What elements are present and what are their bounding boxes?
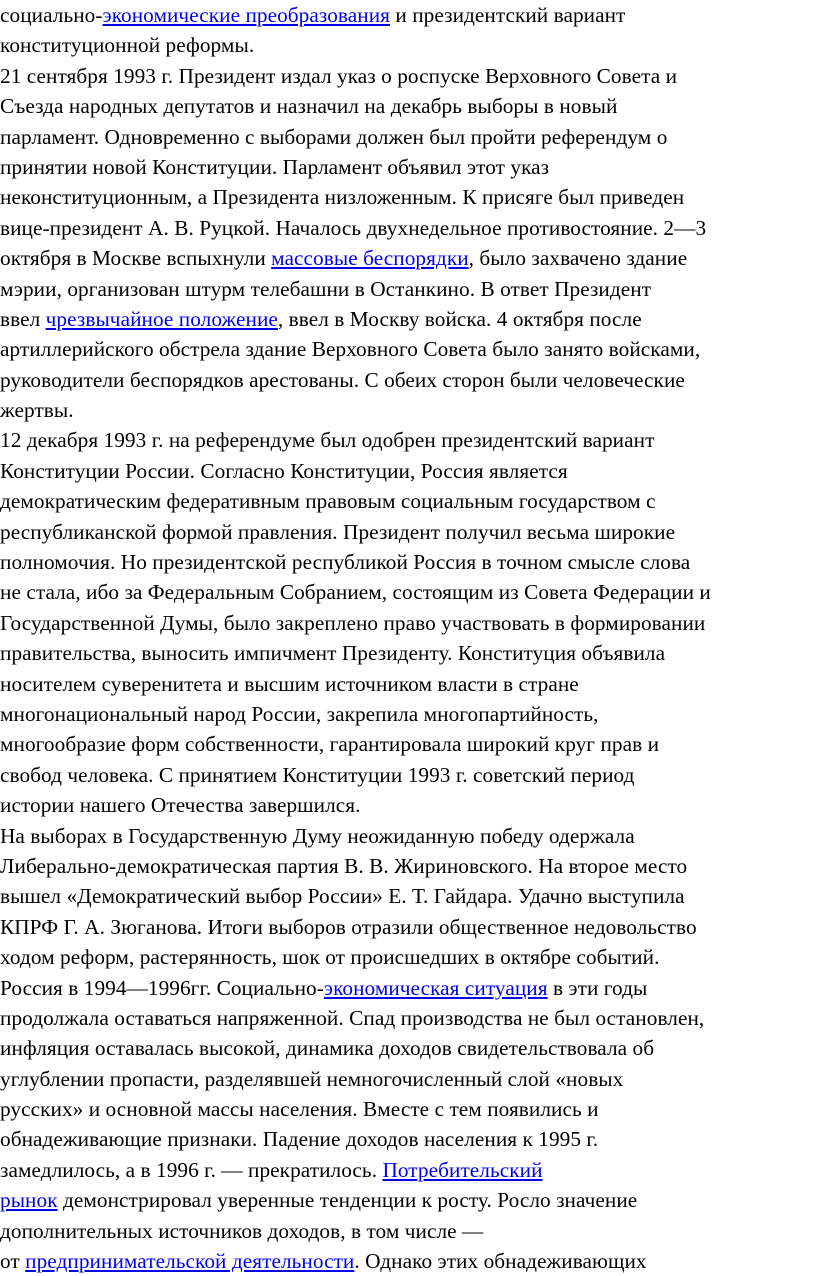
text-segment: конституционной реформы. bbox=[0, 33, 255, 58]
text-line bbox=[0, 760, 812, 790]
text-line bbox=[0, 577, 812, 607]
text-line bbox=[0, 1216, 812, 1246]
text-line bbox=[0, 1064, 812, 1094]
text-line bbox=[0, 669, 812, 699]
text-line bbox=[0, 881, 812, 911]
text-segment: октября в Москве вспыхнули bbox=[0, 246, 272, 271]
text-segment: жертвы. bbox=[0, 398, 74, 423]
text-segment: и президентский вариант bbox=[390, 3, 626, 27]
text-line bbox=[0, 912, 812, 942]
text-segment: , ввел в Москву войска. 4 октября после bbox=[277, 306, 642, 331]
text-segment: парламент. Одновременно с выборами должен был пройти референдум о bbox=[0, 124, 668, 149]
text-segment: не стала, ибо за Федеральным Собранием, состоящим из Совета Федерации и bbox=[0, 580, 711, 605]
text-line bbox=[0, 517, 812, 547]
text-segment: КПРФ Г. А. Зюганова. Итоги выборов отразили общественное недовольство bbox=[0, 914, 697, 939]
text-line bbox=[0, 486, 812, 516]
text-line bbox=[0, 304, 812, 334]
text-line bbox=[0, 1246, 812, 1276]
text-segment: принятии новой Конституции. Парламент объявил этот указ bbox=[0, 154, 550, 179]
text-line bbox=[0, 821, 812, 851]
text-line bbox=[0, 638, 812, 668]
text-segment: демонстрировал уверенные тенденции к росту. Росло значение bbox=[57, 1188, 638, 1213]
text-segment: вице-президент А. В. Руцкой. Началось двухнедельное противостояние. 2—3 bbox=[0, 215, 707, 240]
text-line bbox=[0, 456, 812, 486]
text-line bbox=[0, 1155, 812, 1185]
text-line bbox=[0, 365, 812, 395]
text-line bbox=[0, 61, 812, 91]
text-segment: от bbox=[0, 1249, 26, 1274]
text-line bbox=[0, 608, 812, 638]
text-segment: истории нашего Отечества завершился. bbox=[0, 793, 361, 818]
text-line bbox=[0, 1124, 812, 1154]
text-segment: замедлилось, а в 1996 г. — прекратилось. bbox=[0, 1157, 383, 1182]
text-line bbox=[0, 790, 812, 820]
text-segment: носителем суверенитета и высшим источником власти в стране bbox=[0, 671, 579, 696]
text-line bbox=[0, 729, 812, 759]
hyperlink[interactable]: Потребительский bbox=[382, 1157, 543, 1182]
text-line bbox=[0, 1185, 812, 1215]
text-segment: мэрии, организован штурм телебашни в Останкино. В ответ Президент bbox=[0, 276, 652, 301]
text-line bbox=[0, 1003, 812, 1033]
text-segment: дополнительных источников доходов, в том числе — bbox=[0, 1218, 484, 1243]
text-segment: . Однако этих обнадеживающих bbox=[354, 1249, 647, 1274]
text-segment: многообразие форм собственности, гарантировала широкий круг прав и bbox=[0, 732, 660, 757]
text-segment: Конституции России. Согласно Конституции, Россия является bbox=[0, 458, 568, 483]
text-segment: Россия в 1994—1996гг. Социально- bbox=[0, 975, 324, 1000]
text-segment: Либерально-демократическая партия В. В. Жириновского. На второе место bbox=[0, 853, 688, 878]
text-segment: вышел «Демократический выбор России» Е. Т. Гайдара. Удачно выступила bbox=[0, 884, 685, 909]
hyperlink[interactable]: экономические преобразования bbox=[102, 3, 390, 27]
text-line bbox=[0, 851, 812, 881]
text-line bbox=[0, 1033, 812, 1063]
text-segment: в эти годы bbox=[547, 975, 648, 1000]
text-segment: Съезда народных депутатов и назначил на декабрь выборы в новый bbox=[0, 94, 618, 119]
text-segment: республиканской формой правления. Президент получил весьма широкие bbox=[0, 519, 676, 544]
text-segment: свобод человека. С принятием Конституции 1993 г. советский период bbox=[0, 762, 635, 787]
text-segment: правительства, выносить импичмент Президенту. Конституция объявила bbox=[0, 641, 666, 666]
text-line bbox=[0, 243, 812, 273]
hyperlink[interactable]: чрезвычайное положение bbox=[45, 306, 278, 331]
text-segment: демократическим федеративным правовым социальным государством с bbox=[0, 489, 656, 514]
text-line bbox=[0, 213, 812, 243]
hyperlink[interactable]: рынок bbox=[0, 1188, 58, 1213]
text-segment: полномочия. Но президентской республикой Россия в точном смысле слова bbox=[0, 550, 691, 575]
text-segment: ходом реформ, растерянность, шок от происшедших в октябре событий. bbox=[0, 945, 660, 970]
text-line bbox=[0, 547, 812, 577]
text-segment: Государственной Думы, было закреплено право участвовать в формировании bbox=[0, 610, 706, 635]
text-segment: неконституционным, а Президента низложенным. К присяге был приведен bbox=[0, 185, 685, 210]
hyperlink[interactable]: массовые беспорядки bbox=[271, 246, 469, 271]
text-line bbox=[0, 699, 812, 729]
text-line bbox=[0, 942, 812, 972]
text-segment: многонациональный народ России, закрепила многопартийность, bbox=[0, 701, 599, 726]
text-segment: руководители беспорядков арестованы. С обеих сторон были человеческие bbox=[0, 367, 685, 392]
text-segment: социально- bbox=[0, 3, 103, 27]
text-segment: 21 сентября 1993 г. Президент издал указ о роспуске Верховного Совета и bbox=[0, 63, 678, 88]
text-line bbox=[0, 122, 812, 152]
text-line bbox=[0, 91, 812, 121]
text-line bbox=[0, 334, 812, 364]
text-segment: углублении пропасти, разделявшей немногочисленный слой «новых bbox=[0, 1066, 624, 1091]
text-line bbox=[0, 1094, 812, 1124]
text-segment: инфляция оставалась высокой, динамика доходов свидетельствовала об bbox=[0, 1036, 655, 1061]
text-line bbox=[0, 152, 812, 182]
text-segment: , было захвачено здание bbox=[468, 246, 688, 271]
text-segment: обнадеживающие признаки. Падение доходов населения к 1995 г. bbox=[0, 1127, 599, 1152]
text-line bbox=[0, 973, 812, 1003]
text-line bbox=[0, 395, 812, 425]
text-segment: артиллерийского обстрела здание Верховного Совета было занято войсками, bbox=[0, 337, 701, 362]
hyperlink[interactable]: предпринимательской деятельности bbox=[25, 1249, 355, 1274]
text-line bbox=[0, 425, 812, 455]
text-line bbox=[0, 30, 812, 60]
text-line bbox=[0, 274, 812, 304]
hyperlink[interactable]: экономическая ситуация bbox=[323, 975, 548, 1000]
text-line bbox=[0, 182, 812, 212]
text-segment: русских» и основной массы населения. Вместе с тем появились и bbox=[0, 1097, 599, 1122]
text-segment: 12 декабря 1993 г. на референдуме был одобрен президентский вариант bbox=[0, 428, 655, 453]
text-segment: продолжала оставаться напряженной. Спад производства не был остановлен, bbox=[0, 1005, 705, 1030]
text-segment: ввел bbox=[0, 306, 46, 331]
text-segment: На выборах в Государственную Думу неожиданную победу одержала bbox=[0, 823, 635, 848]
text-line bbox=[0, 0, 812, 30]
